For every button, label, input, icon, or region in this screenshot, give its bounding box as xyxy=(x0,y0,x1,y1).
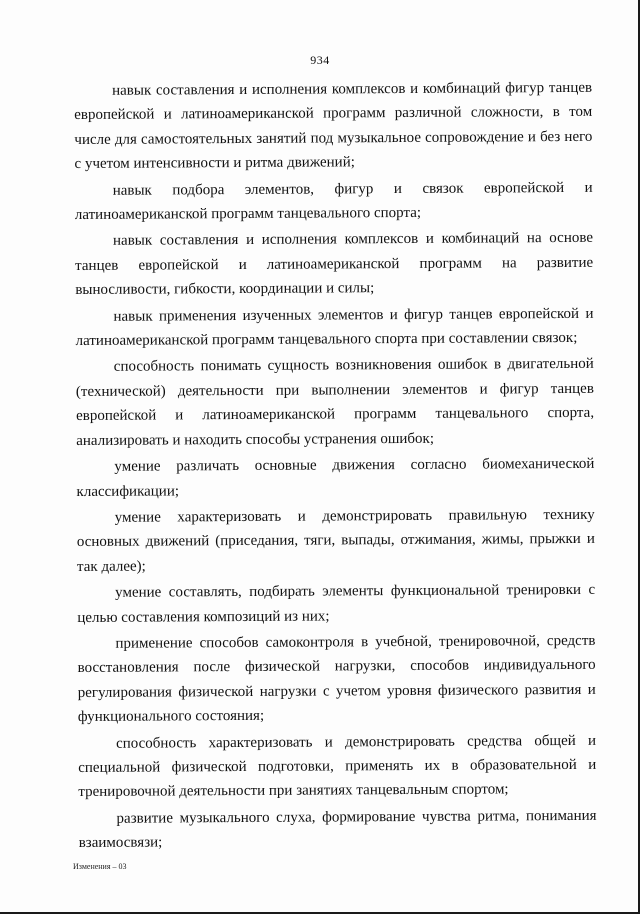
paragraph: развитие музыкального слуха, формирование чувства ритма, понимания взаимосвязи; xyxy=(78,807,597,852)
paragraph: умение составлять, подбирать элементы функциональной тренировки с целью составления композиций из них; xyxy=(77,581,596,626)
paragraph: умение характеризовать и демонстрировать правильную технику основных движений (приседания, тяги, выпады, отжимания, жимы, прыжки и так далее); xyxy=(76,506,595,575)
paragraph: способность характеризовать и демонстрировать средства общей и специальной физической подготовки, применять их в образовательной и тренировочной деятельности при занятиях танцевальным спортом; xyxy=(78,732,597,801)
revision-footer: Изменения – 03 xyxy=(73,862,127,871)
paragraph: навык применения изученных элементов и фигур танцев европейской и латиноамериканской программ танцевального спорта при составлении связок; xyxy=(75,305,594,350)
paragraph: навык подбора элементов, фигур и связок европейской и латиноамериканской программ танцевального спорта; xyxy=(74,179,593,224)
document-body xyxy=(74,76,597,858)
paragraph: способность понимать сущность возникновения ошибок в двигательной (технической) деятельности при выполнении элементов и фигур танцев европейской и латиноамериканской программ танцевального спорта, анализировать и находить способы устранения ошибок; xyxy=(75,356,595,449)
paragraph: умение различать основные движения согласно биомеханической классификации; xyxy=(76,455,595,500)
page-number: 934 xyxy=(310,53,330,67)
paragraph: навык составления и исполнения комплексов и комбинаций фигур танцев европейской и латиноамериканской программ различной сложности, в том числе для самостоятельных занятий под музыкальное сопровождение и без него с учетом интенсивности и ритма движений; xyxy=(74,79,593,173)
paragraph: применение способов самоконтроля в учебной, тренировочной, средств восстановления после физической нагрузки, способов индивидуального регулирования физической нагрузки с учетом уровня физического развития и функционального состояния; xyxy=(77,632,596,726)
paragraph: навык составления и исполнения комплексов и комбинаций на основе танцев европейской и латиноамериканской программ на развитие выносливости, гибкости, координации и силы; xyxy=(75,230,594,299)
